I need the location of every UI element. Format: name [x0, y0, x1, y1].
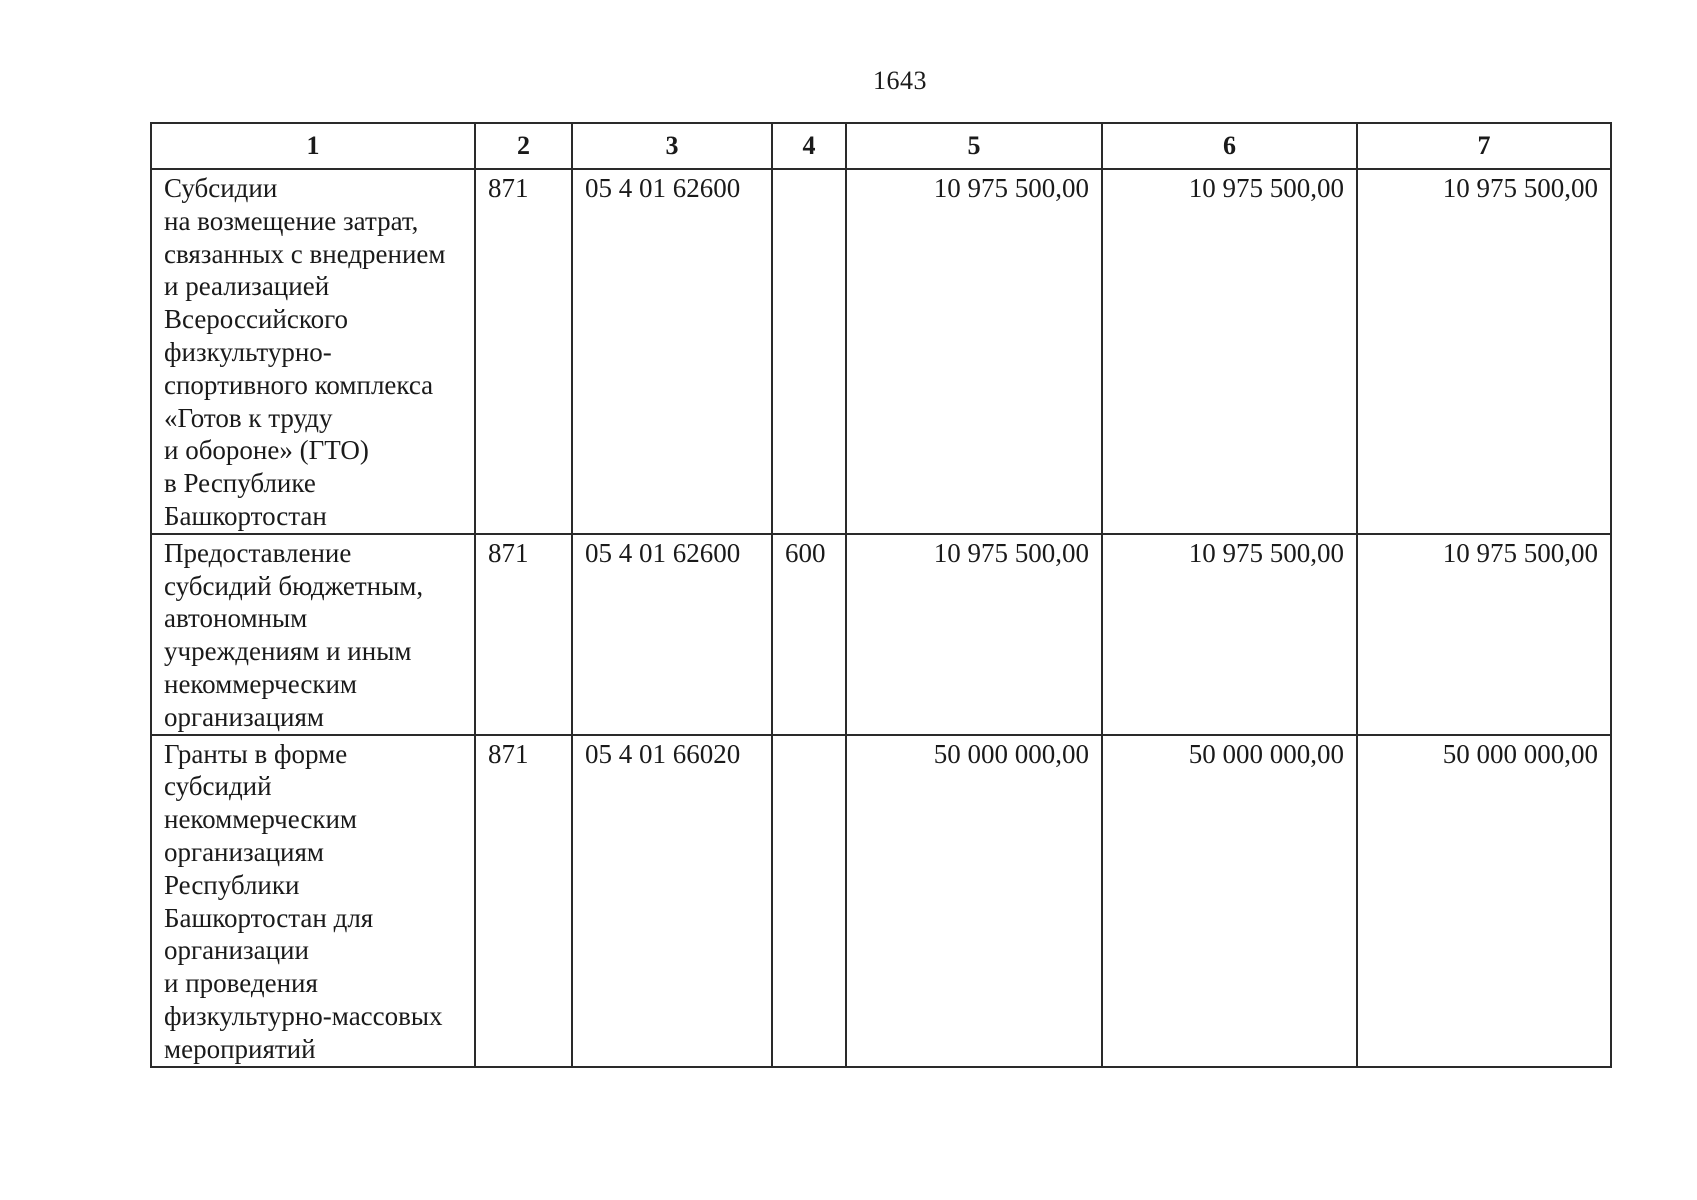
table-body — [151, 169, 1611, 1067]
page-number: 1643 — [873, 66, 927, 95]
row-amount-col7: 10 975 500,00 — [1357, 169, 1611, 534]
row-amount-col7: 50 000 000,00 — [1357, 735, 1611, 1067]
row-name-cell — [151, 169, 475, 534]
row-amount-col6: 10 975 500,00 — [1102, 534, 1357, 735]
row-name-text: Гранты в форме субсидий некоммерческим организациям Республики Башкортостан для организации и проведения физкультурно-массовых мероприятий — [164, 738, 443, 1064]
row-amount-col5: 50 000 000,00 — [846, 735, 1102, 1067]
table-row — [151, 169, 1611, 534]
column-header-7: 7 — [1357, 123, 1611, 169]
row-name-cell — [151, 534, 475, 735]
row-expense-type-cell — [772, 735, 846, 1067]
row-amount-col6: 10 975 500,00 — [1102, 169, 1357, 534]
row-code-cell: 871 — [475, 735, 572, 1067]
row-target-article-cell: 05 4 01 62600 — [572, 169, 772, 534]
column-header-1: 1 — [151, 123, 475, 169]
row-target-article-cell: 05 4 01 62600 — [572, 534, 772, 735]
column-header-5: 5 — [846, 123, 1102, 169]
row-name-text: Субсидии на возмещение затрат, связанных с внедрением и реализацией Всероссийского физкультурно- спортивного комплекса «Готов к труду и обороне» (ГТО) в Республике Башкортостан — [164, 173, 446, 531]
row-name-cell — [151, 735, 475, 1067]
row-amount-col6: 50 000 000,00 — [1102, 735, 1357, 1067]
table-header — [151, 123, 1611, 169]
row-name-text: Предоставление субсидий бюджетным, автономным учреждениям и иным некоммерческим организациям — [164, 537, 424, 732]
row-code-cell: 871 — [475, 169, 572, 534]
column-header-3: 3 — [572, 123, 772, 169]
column-header-6: 6 — [1102, 123, 1357, 169]
row-amount-col5: 10 975 500,00 — [846, 169, 1102, 534]
row-code-cell: 871 — [475, 534, 572, 735]
row-expense-type-cell — [772, 169, 846, 534]
budget-table — [150, 122, 1612, 1068]
row-expense-type-cell: 600 — [772, 534, 846, 735]
row-amount-col7: 10 975 500,00 — [1357, 534, 1611, 735]
column-header-4: 4 — [772, 123, 846, 169]
header-row — [151, 123, 1611, 169]
table-row — [151, 735, 1611, 1067]
row-target-article-cell: 05 4 01 66020 — [572, 735, 772, 1067]
column-header-2: 2 — [475, 123, 572, 169]
row-amount-col5: 10 975 500,00 — [846, 534, 1102, 735]
table-row — [151, 534, 1611, 735]
